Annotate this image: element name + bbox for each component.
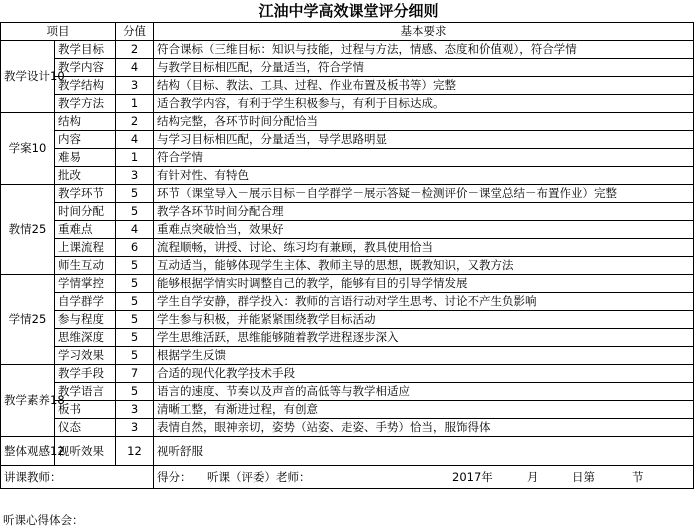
section-name: 教学设计10 — [1, 41, 55, 113]
table-row — [1, 203, 694, 221]
table-row — [1, 167, 694, 185]
requirement-cell: 合适的现代化教学技术手段 — [154, 365, 694, 383]
requirement-cell: 与教学目标相匹配，分量适当，符合学情 — [154, 59, 694, 77]
item-cell: 难易 — [55, 149, 116, 167]
requirement-cell: 能够根据学情实时调整自己的教学，能够有目的引导学情发展 — [154, 275, 694, 293]
score-cell: 2 — [116, 113, 154, 131]
table-row — [1, 275, 694, 293]
signature-cell — [154, 466, 694, 489]
requirement-cell: 清晰工整，有渐进过程，有创意 — [154, 401, 694, 419]
page-title: 江油中学高效课堂评分细则 — [258, 2, 439, 20]
item-cell: 教学手段 — [55, 365, 116, 383]
header-item: 项目 — [1, 23, 116, 41]
requirement-cell: 适合教学内容，有利于学生积极参与，有利于目标达成。 — [154, 95, 694, 113]
table-row — [1, 293, 694, 311]
score-cell: 5 — [116, 293, 154, 311]
item-cell: 教学方法 — [55, 95, 116, 113]
item-cell: 教学环节 — [55, 185, 116, 203]
teacher-label: 讲课教师： — [1, 466, 154, 489]
item-cell: 教学语言 — [55, 383, 116, 401]
day-label: 日第 — [572, 469, 595, 484]
score-cell: 5 — [116, 275, 154, 293]
table-row — [1, 59, 694, 77]
score-cell: 2 — [116, 41, 154, 59]
table-row — [1, 329, 694, 347]
table-row — [1, 365, 694, 383]
requirement-cell: 教学各环节时间分配合理 — [154, 203, 694, 221]
table-row — [1, 419, 694, 437]
score-cell: 5 — [116, 311, 154, 329]
table-row — [1, 95, 694, 113]
item-cell: 思维深度 — [55, 329, 116, 347]
score-cell: 12 — [116, 437, 154, 466]
score-cell: 3 — [116, 401, 154, 419]
requirement-cell: 与学习目标相匹配，分量适当，导学思路明显 — [154, 131, 694, 149]
section-name: 教学素养18 — [1, 365, 55, 437]
item-cell: 自学群学 — [55, 293, 116, 311]
score-cell: 5 — [116, 257, 154, 275]
requirement-cell: 表情自然，眼神亲切，姿势（站姿、走姿、手势）恰当，服饰得体 — [154, 419, 694, 437]
score-cell: 4 — [116, 131, 154, 149]
item-cell: 参与程度 — [55, 311, 116, 329]
score-cell: 5 — [116, 185, 154, 203]
header-score: 分值 — [116, 23, 154, 41]
table-row — [1, 383, 694, 401]
signature-row — [1, 466, 694, 489]
requirement-cell: 语言的速度、节奏以及声音的高低等与教学相适应 — [154, 383, 694, 401]
notes-label: 听课心得体会： — [3, 513, 84, 527]
requirement-cell: 流程顺畅，讲授、讨论、练习均有兼顾，教具使用恰当 — [154, 239, 694, 257]
score-cell: 4 — [116, 59, 154, 77]
requirement-cell: 学生自学安静，群学投入：教师的言语行动对学生思考、讨论不产生负影响 — [154, 293, 694, 311]
header-requirement: 基本要求 — [154, 23, 694, 41]
table-row — [1, 41, 694, 59]
section-name: 整体观感12 — [1, 437, 55, 466]
score-cell: 3 — [116, 419, 154, 437]
score-cell: 3 — [116, 77, 154, 95]
section-name: 学情25 — [1, 275, 55, 365]
item-cell: 仪态 — [55, 419, 116, 437]
table-row — [1, 113, 694, 131]
requirement-cell: 结构（目标、教法、工具、过程、作业布置及板书等）完整 — [154, 77, 694, 95]
item-cell: 教学内容 — [55, 59, 116, 77]
score-cell: 5 — [116, 383, 154, 401]
table-row — [1, 131, 694, 149]
score-cell: 1 — [116, 95, 154, 113]
requirement-cell: 学生参与积极，并能紧紧围绕教学目标活动 — [154, 311, 694, 329]
table-row — [1, 221, 694, 239]
score-cell: 7 — [116, 365, 154, 383]
item-cell: 批改 — [55, 167, 116, 185]
score-cell: 5 — [116, 203, 154, 221]
table-row — [1, 437, 694, 466]
section-name: 教情25 — [1, 185, 55, 275]
requirement-cell: 有针对性、有特色 — [154, 167, 694, 185]
table-row — [1, 311, 694, 329]
requirement-cell: 互动适当，能够体现学生主体、教师主导的思想，既教知识，又教方法 — [154, 257, 694, 275]
item-cell: 结构 — [55, 113, 116, 131]
requirement-cell: 结构完整，各环节时间分配恰当 — [154, 113, 694, 131]
item-cell: 内容 — [55, 131, 116, 149]
item-cell: 学情掌控 — [55, 275, 116, 293]
requirement-cell: 符合学情 — [154, 149, 694, 167]
item-cell: 教学目标 — [55, 41, 116, 59]
table-row — [1, 185, 694, 203]
item-cell: 上课流程 — [55, 239, 116, 257]
year-label: 2017年 — [452, 469, 493, 484]
table-row — [1, 239, 694, 257]
requirement-cell: 符合课标（三维目标：知识与技能，过程与方法，情感、态度和价值观），符合学情 — [154, 41, 694, 59]
requirement-cell: 重难点突破恰当，效果好 — [154, 221, 694, 239]
score-cell: 4 — [116, 221, 154, 239]
item-cell: 重难点 — [55, 221, 116, 239]
item-cell: 师生互动 — [55, 257, 116, 275]
requirement-cell: 根据学生反馈 — [154, 347, 694, 365]
month-label: 月 — [527, 469, 539, 484]
score-cell: 6 — [116, 239, 154, 257]
score-cell: 5 — [116, 329, 154, 347]
score-cell: 5 — [116, 347, 154, 365]
rubric-table — [0, 22, 694, 489]
score-cell: 1 — [116, 149, 154, 167]
requirement-cell: 学生思维活跃，思维能够随着教学进程逐步深入 — [154, 329, 694, 347]
section-name: 学案10 — [1, 113, 55, 185]
item-cell: 时间分配 — [55, 203, 116, 221]
score-label: 得分： — [157, 469, 192, 484]
table-row — [1, 257, 694, 275]
table-row — [1, 347, 694, 365]
item-cell: 学习效果 — [55, 347, 116, 365]
table-row — [1, 77, 694, 95]
item-cell: 教学结构 — [55, 77, 116, 95]
item-cell: 视听效果 — [55, 437, 116, 466]
item-cell: 板书 — [55, 401, 116, 419]
header-row — [1, 23, 694, 41]
period-label: 节 — [632, 469, 644, 484]
requirement-cell: 环节（课堂导入－展示目标－自学群学－展示答疑－检测评价－课堂总结－布置作业）完整 — [154, 185, 694, 203]
table-row — [1, 401, 694, 419]
score-cell: 3 — [116, 167, 154, 185]
judge-label: 听课（评委）老师： — [207, 469, 311, 484]
requirement-cell: 视听舒服 — [154, 437, 694, 466]
table-row — [1, 149, 694, 167]
